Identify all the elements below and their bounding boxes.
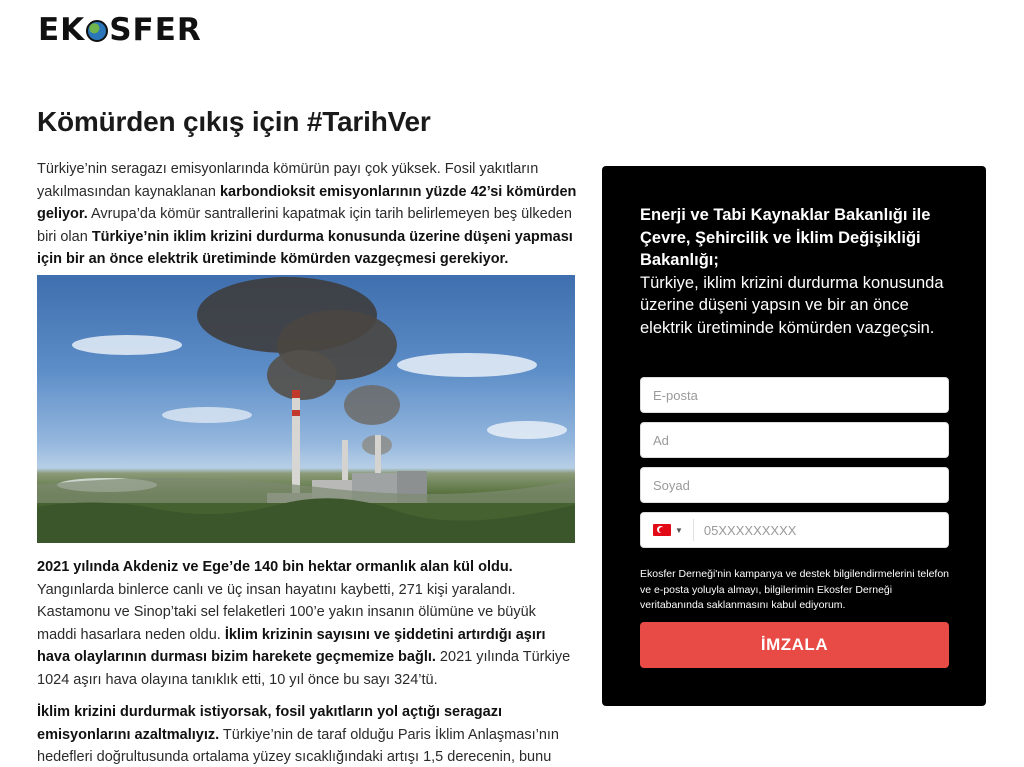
ekosfer-logo[interactable]: [38, 11, 202, 49]
intro-text-1: Türkiye’nin seragazı emisyonlarında kömürün payı çok yüksek. Fosil yakıtların yakılmasından kaynaklanan: [37, 161, 539, 200]
surname-field[interactable]: [640, 467, 949, 503]
p2-text-2: 2021 yılında Türkiye 1024 aşırı hava olayına tanıklık etti, 10 yıl önce bu sayı 324’tü.: [37, 649, 571, 688]
petition-form-panel: [602, 166, 986, 706]
globe-icon: [86, 20, 108, 42]
name-input[interactable]: [653, 433, 936, 448]
page-title: Kömürden çıkış için #TarihVer: [37, 106, 431, 137]
phone-field[interactable]: [640, 512, 949, 548]
intro-bold-2: Türkiye’nin iklim krizini durdurma konusunda üzerine düşeni yapması için bir an önce elektrik üretiminde kömürden vazgeçmesi gerekiyor.: [37, 228, 573, 267]
intro-bold-1: karbondioksit emisyonlarının yüzde 42’si kömürden geliyor.: [37, 183, 577, 222]
power-plant-illustration: [37, 275, 575, 543]
email-field[interactable]: [640, 377, 949, 413]
petition-heading-text: Türkiye, iklim krizini durdurma konusunda üzerine düşeni yapsın ve bir an önce elektrik üretiminde kömürden vazgeçsin.: [640, 273, 944, 337]
name-field[interactable]: [640, 422, 949, 458]
p3-text-1: Türkiye’nin de taraf olduğu Paris İklim Anlaşması’nın hedefleri doğrultusunda ortalama yüzey sıcaklığındaki artışı 1,5 derecenin, bunu: [37, 726, 559, 765]
p2-bold-1: 2021 yılında Akdeniz ve Ege’de 140 bin hektar ormanlık alan kül oldu.: [37, 559, 513, 575]
petition-heading-bold: Enerji ve Tabi Kaynaklar Bakanlığı ile Çevre, Şehircilik ve İklim Değişikliği Bakanlığı;: [640, 206, 931, 269]
chevron-down-icon: ▼: [675, 525, 683, 535]
petition-heading: [640, 204, 960, 339]
p2-bold-2: İklim krizinin sayısını ve şiddetini artırdığı aşırı hava olaylarının durması bizim harekete geçmemize bağlı.: [37, 626, 546, 665]
sign-button[interactable]: İMZALA: [640, 622, 949, 668]
consent-text: Ekosfer Derneği'nin kampanya ve destek bilgilendirmelerini telefon ve e-posta yoluyla almayı, bilgilerimin Ekosfer Derneği veritabanında saklanmasını kabul ediyorum.: [640, 568, 950, 611]
country-selector[interactable]: [653, 519, 694, 541]
surname-input[interactable]: [653, 478, 936, 493]
p3-bold-1: İklim krizini durdurmak istiyorsak, fosil yakıtların yol açtığı seragazı emisyonlarını azaltmalıyız.: [37, 704, 502, 743]
turkey-flag-icon: [653, 524, 671, 536]
email-input[interactable]: [653, 388, 936, 403]
logo-text-left: EK: [38, 12, 86, 48]
wildfire-paragraph: [37, 556, 577, 691]
phone-input[interactable]: [704, 523, 936, 538]
intro-text-2: Avrupa’da kömür santrallerini kapatmak için tarih belirlemeyen beş ülkeden biri olan: [37, 206, 572, 245]
p2-text-1: Yangınlarda binlerce canlı ve üç insan hayatını kaybetti, 271 kişi yaralandı. Kastamonu ve Sinop’taki sel felaketleri 100’e yakın insanın ölümüne ve büyük maddi hasarlara neden oldu.: [37, 581, 536, 643]
power-plant-photo: [37, 275, 575, 543]
emissions-paragraph: [37, 701, 577, 767]
intro-paragraph: [37, 158, 577, 271]
logo-text-right: SFER: [109, 12, 202, 48]
